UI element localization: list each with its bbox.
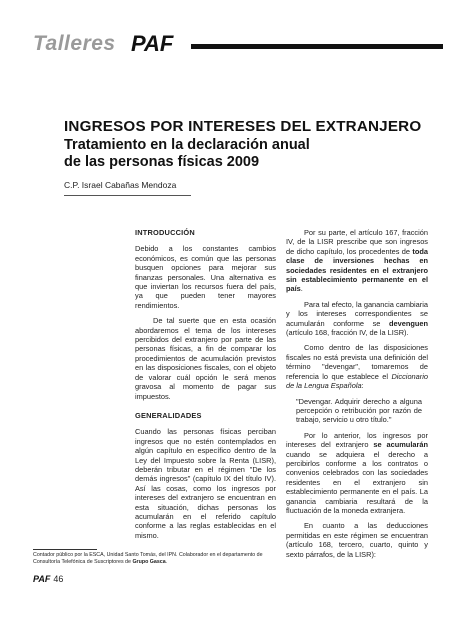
author-byline: C.P. Israel Cabañas Mendoza xyxy=(64,180,177,190)
article-title: INGRESOS POR INTERESES DEL EXTRANJERO xyxy=(64,118,422,135)
body-paragraph-5: En cuanto a las deducciones permitidas en este régimen se encuentran (artículo 168, tercero, cuarto, quinto y sexto párrafos, de la LISR): xyxy=(286,521,428,559)
text-run: Contador público por la ESCA, Unidad Santo Tomás, del IPN. Colaborador en el departamento de Consultoría Telefónica de Suscriptores de xyxy=(33,552,263,566)
text-run: . xyxy=(165,559,168,566)
author-footnote xyxy=(33,552,283,567)
emphasis-text: se acumularán xyxy=(373,440,428,450)
text-run: Como dentro de las disposiciones fiscales no está prevista una definición del término "devengar", tomaremos de referencia lo que establece el xyxy=(286,343,428,381)
author-rule xyxy=(64,195,191,196)
body-paragraph-4 xyxy=(286,431,428,516)
section-heading-introduccion: INTRODUCCIÓN xyxy=(135,228,195,237)
emphasis-text: devenguen xyxy=(388,318,428,328)
intro-paragraph-1: Debido a los constantes cambios económicos, es común que las personas busquen opciones para mejorar sus finanzas personales. Una alternativa es que inviertan los recursos fuera del país, ya que pueden tener mayores rendimientos. xyxy=(135,244,276,310)
text-run: cuando se adquiera el derecho a percibirlos conforme a los contratos o convenios celebrados con las sociedades residentes en el extranjero sin establecimiento permanente en el país. La ganancia cambiaria resultará de la fluctuación de la moneda extranjera. xyxy=(286,449,428,515)
page-number-value: 46 xyxy=(53,574,64,584)
brand-logo: PAF xyxy=(131,31,174,56)
text-run: Por lo anterior, los ingresos por intereses del extranjero xyxy=(286,430,428,450)
subtitle-line-2: de las personas físicas 2009 xyxy=(64,154,260,170)
section-header xyxy=(33,33,443,55)
text-run: Por su parte, el artículo 167, fracción IV, de la LISR prescribe que son ingresos de dicho capítulo, los procedentes de xyxy=(286,228,428,256)
page-brand: PAF xyxy=(33,574,51,584)
subtitle-line-1: Tratamiento en la declaración anual xyxy=(64,137,310,153)
text-run: Para tal efecto, la ganancia cambiaria y los intereses correspondientes se acumularán conforme se xyxy=(286,299,428,328)
body-paragraph-3 xyxy=(286,343,428,390)
page-number xyxy=(33,569,64,584)
emphasis-text: toda clase de inversiones hechas en sociedades residentes en el extranjero sin establecimiento permanente en el país xyxy=(286,246,428,294)
header-rule xyxy=(191,44,443,49)
body-paragraph-2 xyxy=(286,300,428,338)
text-run: (artículo 168, fracción IV, de la LISR). xyxy=(286,328,409,338)
dictionary-quote: "Devengar. Adquirir derecho a alguna percepción o retribución por razón de trabajo, servicio u otro título." xyxy=(296,396,422,425)
text-run: . xyxy=(300,284,303,294)
section-name: Talleres xyxy=(33,32,116,55)
body-paragraph-1 xyxy=(286,228,428,294)
column-right xyxy=(286,228,428,565)
column-left xyxy=(135,228,276,546)
section-heading-generalidades: GENERALIDADES xyxy=(135,410,202,420)
intro-paragraph-2: De tal suerte que en esta ocasión abordaremos el tema de los intereses percibidos del extranjero por parte de las personas físicas, a fin de comparar los procedimientos de acumulación previstos en las disposiciones fiscales, con el objeto de valorar cuál opción le será menos gravosa al momento de pagar sus impuestos. xyxy=(135,316,276,401)
article-subtitle xyxy=(64,137,364,171)
emphasis-text: Grupo Gasca xyxy=(132,559,166,566)
italic-text: Diccionario de la Lengua Española xyxy=(286,371,428,391)
text-run: : xyxy=(361,381,364,391)
generalidades-paragraph: Cuando las personas físicas perciban ingresos que no estén contemplados en algún capítulo en específico dentro de la Ley del Impuesto sobre la Renta (LISR), deberán tributar en el régimen "De los demás ingresos" (capítulo IX del título IV). Así las cosas, como los ingresos por intereses del extranjero se encuentran en esta situación, dichas personas los acumularán en el referido capítulo conforme a las reglas establecidas en el mismo. xyxy=(135,427,276,540)
footnote-rule xyxy=(33,549,97,550)
